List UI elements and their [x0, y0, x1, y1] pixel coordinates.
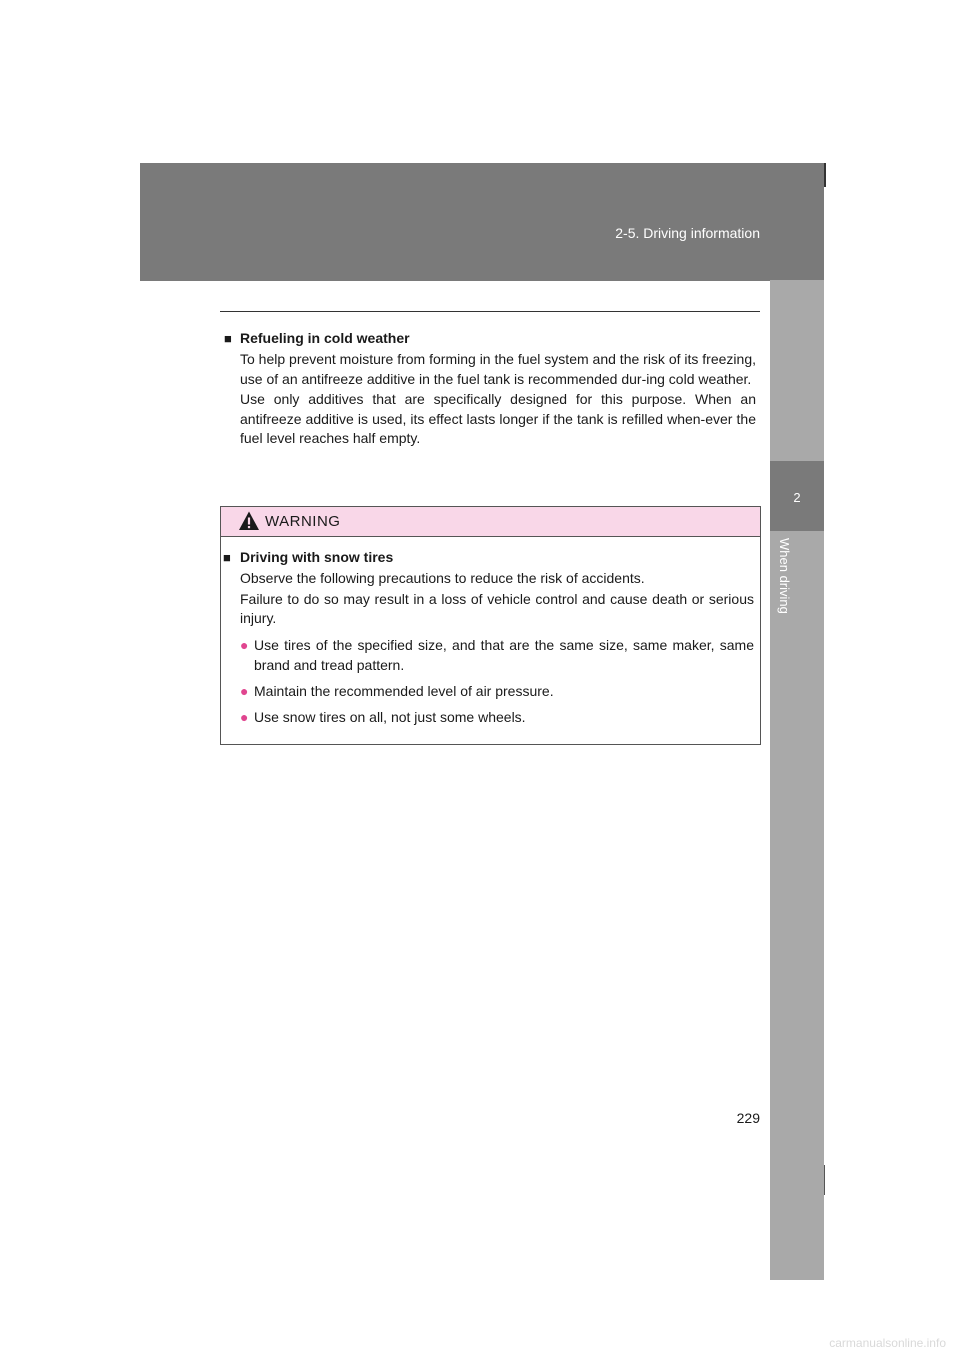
refueling-title: Refueling in cold weather: [240, 330, 410, 346]
bullet-text: Maintain the recommended level of air pressure.: [254, 682, 554, 699]
refueling-heading: [224, 328, 756, 349]
section-title: 2-5. Driving information: [615, 225, 760, 241]
circle-bullet-icon: ●: [240, 682, 249, 699]
circle-bullet-icon: ●: [240, 636, 249, 653]
warning-title: WARNING: [265, 513, 341, 530]
warning-header: [221, 507, 760, 537]
list-item: [223, 707, 754, 727]
warning-triangle-icon: [238, 510, 260, 537]
square-bullet-icon: ■: [223, 550, 231, 565]
list-item: [223, 681, 754, 701]
crop-mark: [824, 1165, 825, 1195]
chapter-number: 2: [793, 490, 801, 505]
warning-subtitle-row: [223, 547, 754, 568]
crop-mark: [824, 163, 826, 187]
refueling-section: [224, 328, 756, 449]
square-bullet-icon: ■: [224, 331, 232, 346]
refueling-paragraph-2: Use only additives that are specifically designed for this purpose. When an antifreeze additive is used, its effect lasts longer if the tank is refilled when-ever the fuel level reaches half empty.: [240, 391, 756, 446]
circle-bullet-icon: ●: [240, 708, 249, 725]
bullet-text: Use snow tires on all, not just some wheels.: [254, 708, 526, 725]
list-item: [223, 635, 754, 675]
page-number: 229: [736, 1110, 760, 1126]
chapter-tab: [770, 280, 824, 1280]
chapter-label: When driving: [777, 538, 792, 614]
warning-intro-2: Failure to do so may result in a loss of vehicle control and cause death or serious injury.: [240, 590, 754, 626]
warning-body: [221, 537, 760, 727]
bullet-text: Use tires of the specified size, and that are the same size, same maker, same brand and tread pattern.: [254, 636, 754, 673]
watermark: carmanualsonline.info: [829, 1336, 946, 1350]
header-band: [140, 163, 824, 281]
warning-intro-1: Observe the following precautions to reduce the risk of accidents.: [240, 570, 645, 586]
chapter-tab-background: [770, 280, 824, 1280]
refueling-paragraph-1: To help prevent moisture from forming in the fuel system and the risk of its freezing, use of an antifreeze additive in the fuel tank is recommended dur-ing cold weather.: [240, 351, 756, 387]
warning-box: [220, 506, 761, 745]
section-divider: [220, 311, 760, 312]
warning-subtitle: Driving with snow tires: [240, 549, 394, 565]
